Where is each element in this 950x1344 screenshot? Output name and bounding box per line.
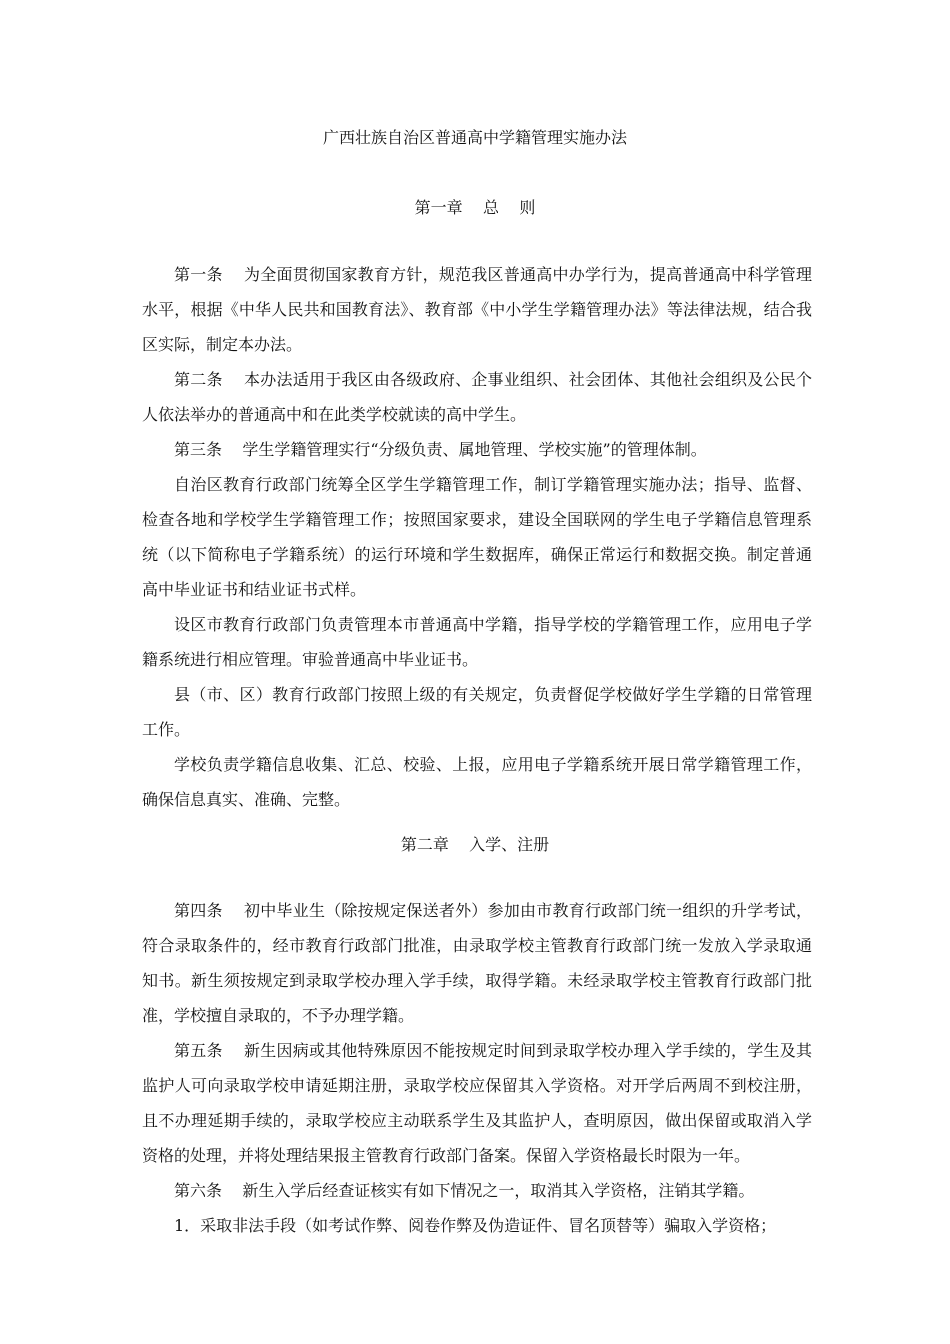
- article-label: 第六条: [174, 1181, 223, 1200]
- paragraph: [142, 747, 812, 817]
- article-3: [142, 432, 812, 467]
- paragraph-text: 自治区教育行政部门统筹全区学生学籍管理工作，制订学籍管理实施办法；指导、监督、检查各地和学校学生学籍管理工作；按照国家要求，建设全国联网的学生电子学籍信息管理系统（以下简称电子学籍系统）的运行环境和学生数据库，确保正常运行和数据交换。制定普通高中毕业证书和结业证书式样。: [142, 475, 812, 600]
- paragraph: [142, 607, 812, 677]
- article-label: 第二条: [174, 370, 223, 389]
- article-2: [142, 362, 812, 432]
- article-5: [142, 1033, 812, 1173]
- article-label: 第一条: [174, 265, 223, 284]
- list-item: [142, 1208, 812, 1243]
- paragraph-text: 县（市、区）教育行政部门按照上级的有关规定，负责督促学校做好学生学籍的日常管理工作。: [142, 685, 812, 740]
- article-4: [142, 893, 812, 1033]
- article-text: 为全面贯彻国家教育方针，规范我区普通高中办学行为，提高普通高中科学管理水平，根据《中华人民共和国教育法》、教育部《中小学生学籍管理办法》等法律法规，结合我区实际，制定本办法。: [142, 265, 812, 355]
- article-text: 新生因病或其他特殊原因不能按规定时间到录取学校办理入学手续的，学生及其监护人可向录取学校申请延期注册，录取学校应保留其入学资格。对开学后两周不到校注册，且不办理延期手续的，录取学校应主动联系学生及其监护人，查明原因，做出保留或取消入学资格的处理，并将处理结果报主管教育行政部门备案。保留入学资格最长时限为一年。: [142, 1041, 812, 1166]
- article-text: 本办法适用于我区由各级政府、企事业组织、社会团体、其他社会组织及公民个人依法举办的普通高中和在此类学校就读的高中学生。: [142, 370, 812, 425]
- document-title: 广西壮族自治区普通高中学籍管理实施办法: [322, 128, 627, 147]
- paragraph-text: 学校负责学籍信息收集、汇总、校验、上报，应用电子学籍系统开展日常学籍管理工作，确保信息真实、准确、完整。: [142, 755, 812, 810]
- article-6: [142, 1173, 812, 1208]
- chapter-heading-2: 第二章 入学、注册: [400, 835, 550, 854]
- paragraph-text: 设区市教育行政部门负责管理本市普通高中学籍，指导学校的学籍管理工作，应用电子学籍系统进行相应管理。审验普通高中毕业证书。: [142, 615, 812, 670]
- article-label: 第四条: [174, 901, 223, 920]
- paragraph: [142, 467, 812, 607]
- chapter-heading-1: 第一章 总 则: [414, 198, 536, 217]
- article-text: 初中毕业生（除按规定保送者外）参加由市教育行政部门统一组织的升学考试，符合录取条件的，经市教育行政部门批准，由录取学校主管教育行政部门统一发放入学录取通知书。新生须按规定到录取学校办理入学手续，取得学籍。未经录取学校主管教育行政部门批准，学校擅自录取的，不予办理学籍。: [142, 901, 812, 1026]
- article-text: 新生入学后经查证核实有如下情况之一，取消其入学资格，注销其学籍。: [242, 1181, 755, 1200]
- article-label: 第三条: [174, 440, 223, 459]
- list-item-text: 1．采取非法手段（如考试作弊、阅卷作弊及伪造证件、冒名顶替等）骗取入学资格；: [174, 1216, 777, 1235]
- article-1: [142, 257, 812, 362]
- article-text: 学生学籍管理实行“分级负责、属地管理、学校实施”的管理体制。: [242, 440, 707, 459]
- paragraph: [142, 677, 812, 747]
- article-label: 第五条: [174, 1041, 223, 1060]
